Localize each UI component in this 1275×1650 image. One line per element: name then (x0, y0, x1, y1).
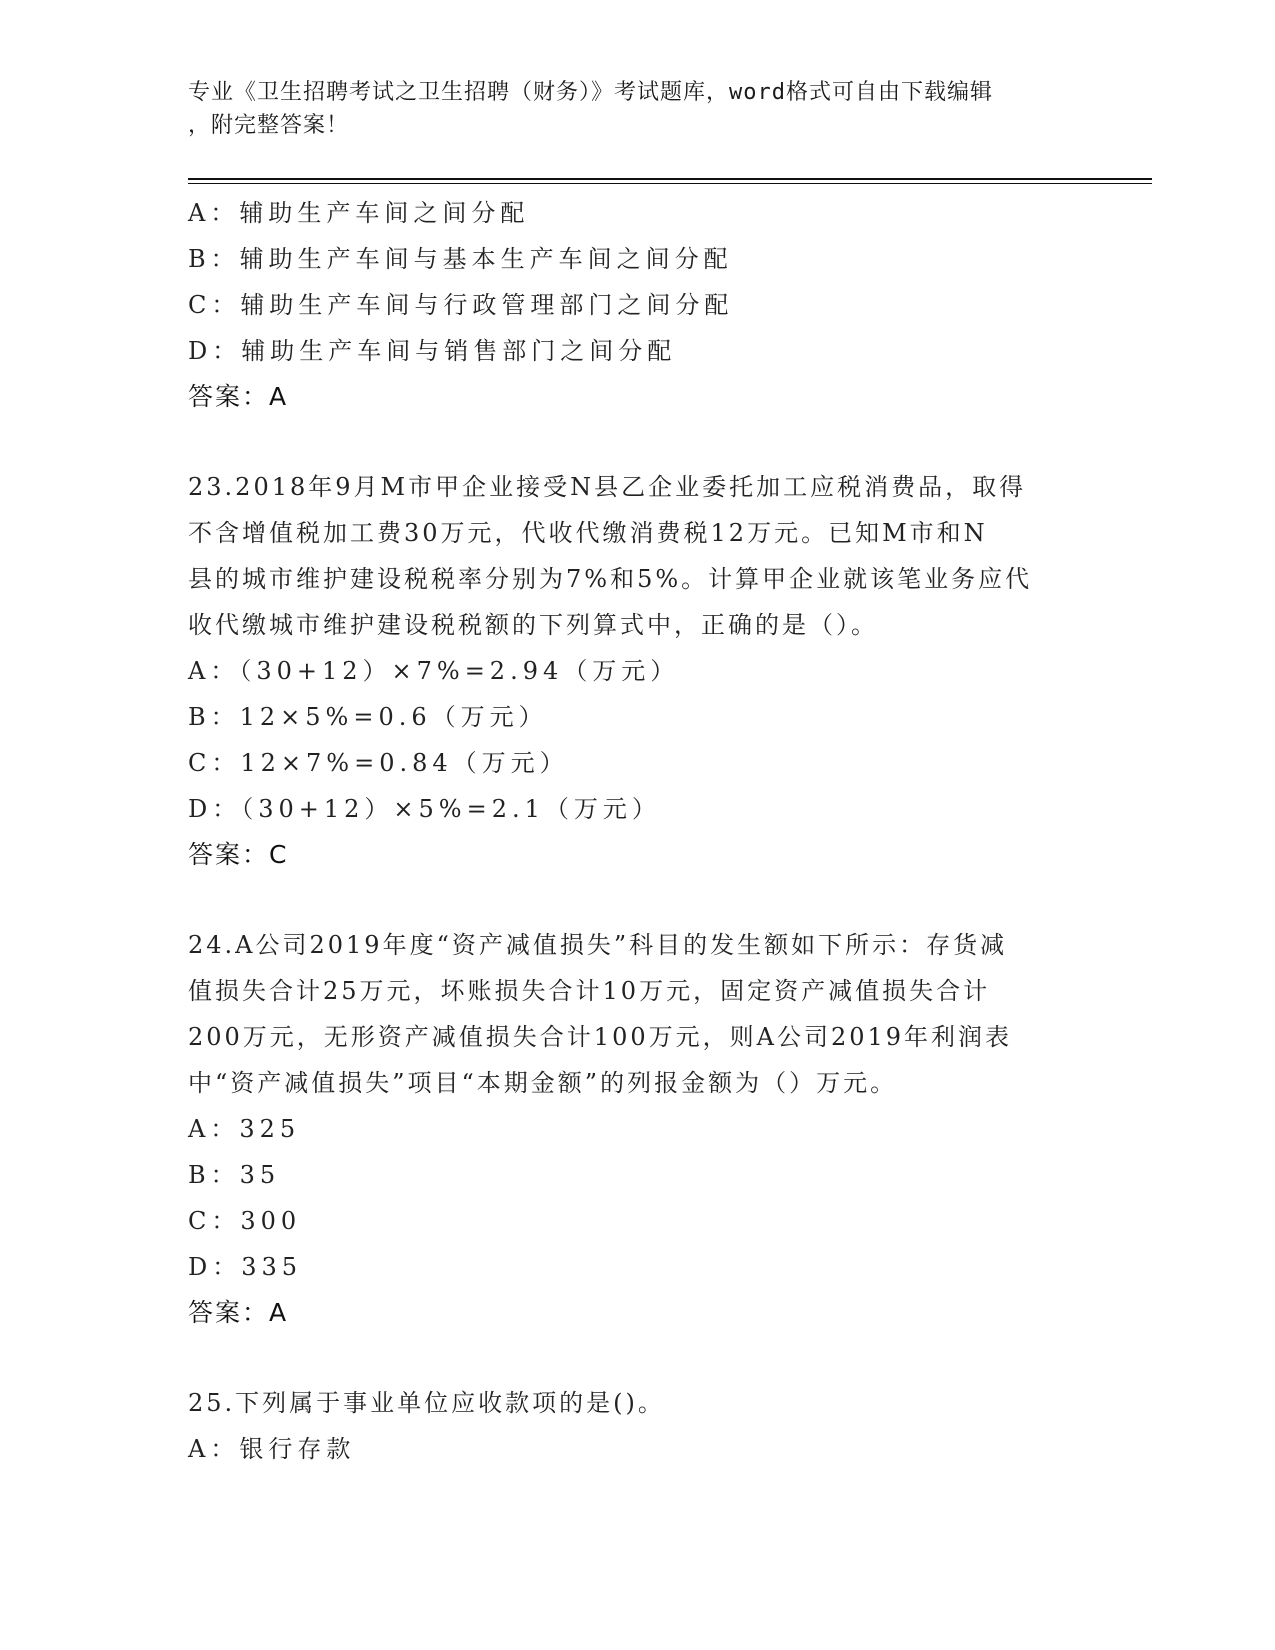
stem-line: 200万元，无形资产减值损失合计100万元，则A公司2019年利润表 (188, 1023, 1013, 1051)
option-c: C：300 (188, 1207, 302, 1235)
stem-line: 25.下列属于事业单位应收款项的是()。 (188, 1389, 665, 1417)
stem-line: 23.2018年9月M市甲企业接受N县乙企业委托加工应税消费品，取得 (188, 473, 1027, 501)
option-d: D：335 (188, 1253, 303, 1281)
spacer (188, 420, 1088, 464)
option-b: B：12×5%=0.6（万元） (188, 703, 548, 731)
question-stem (188, 1380, 1088, 1426)
answer-line: 答案：C (188, 840, 289, 869)
spacer (188, 1336, 1088, 1380)
option-a: A：银行存款 (188, 1435, 356, 1463)
option-b: B：辅助生产车间与基本生产车间之间分配 (188, 245, 733, 273)
question-list (188, 190, 1088, 1472)
option-d: D：（30+12）×5%=2.1（万元） (188, 795, 661, 823)
stem-line: 值损失合计25万元，坏账损失合计10万元，固定资产减值损失合计 (188, 977, 991, 1005)
option-d: D：辅助生产车间与销售部门之间分配 (188, 337, 677, 365)
question-25 (188, 1380, 1088, 1472)
stem-line: 收代缴城市维护建设税税额的下列算式中，正确的是（）。 (188, 611, 878, 639)
header-divider-thin (188, 183, 1152, 184)
option-c: C：12×7%=0.84（万元） (188, 749, 569, 777)
header-divider-thick (188, 178, 1152, 180)
stem-line: 中“资产减值损失”项目“本期金额”的列报金额为（）万元。 (188, 1069, 898, 1097)
stem-line: 24.A公司2019年度“资产减值损失”科目的发生额如下所示：存货减 (188, 931, 1008, 959)
spacer (188, 878, 1088, 922)
option-b: B：35 (188, 1161, 281, 1189)
question-22 (188, 190, 1088, 420)
answer-line: 答案：A (188, 1298, 289, 1327)
question-24 (188, 922, 1088, 1336)
header-line-1: 专业《卫生招聘考试之卫生招聘（财务）》考试题库，word格式可自由下载编辑 (188, 80, 993, 105)
stem-line: 不含增值税加工费30万元，代收代缴消费税12万元。已知M市和N (188, 519, 988, 547)
question-stem (188, 464, 1088, 648)
option-a: A：（30+12）×7%=2.94（万元） (188, 657, 680, 685)
option-a: A：325 (188, 1115, 301, 1143)
header-line-2: ，附完整答案！ (188, 113, 350, 138)
option-a: A：辅助生产车间之间分配 (188, 199, 530, 227)
question-23 (188, 464, 1088, 878)
answer-line: 答案：A (188, 382, 289, 411)
stem-line: 县的城市维护建设税税率分别为7%和5%。计算甲企业就该笔业务应代 (188, 565, 1033, 593)
document-header (188, 76, 1068, 142)
question-stem (188, 922, 1088, 1106)
option-c: C：辅助生产车间与行政管理部门之间分配 (188, 291, 734, 319)
